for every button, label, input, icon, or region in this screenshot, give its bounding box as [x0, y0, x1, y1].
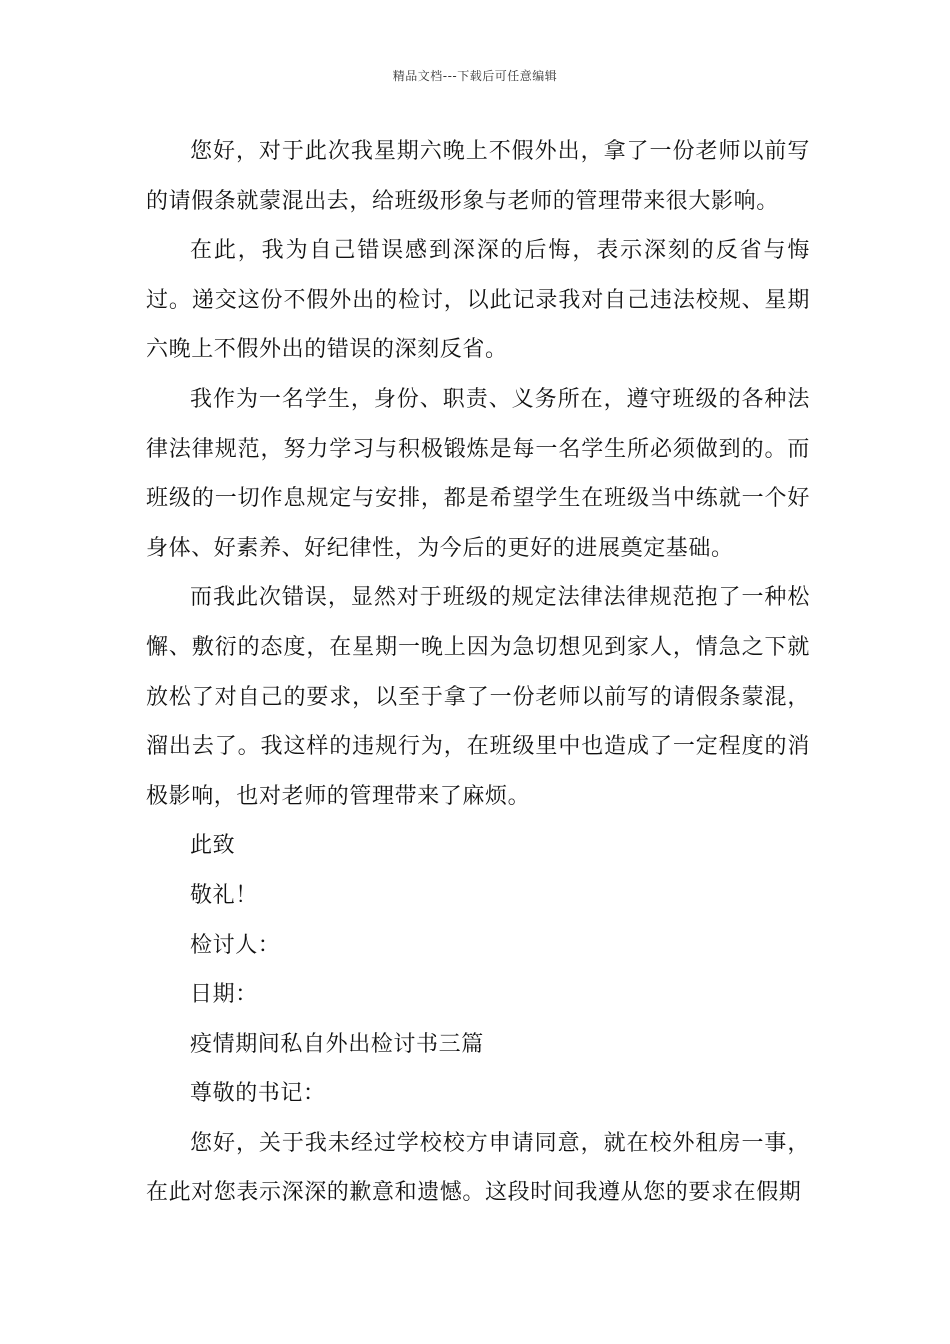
paragraph-student-duty: 我作为一名学生，身份、职责、义务所在，遵守班级的各种法律法律规范，努力学习与积极锻炼是每一名学生所必须做到的。而班级的一切作息规定与安排，都是希望学生在班级当中练就一个好身体、好素养、好纪律性，为今后的更好的进展奠定基础。 — [146, 386, 810, 561]
paragraph-apology-intro: 您好，对于此次我星期六晚上不假外出，拿了一份老师以前写的请假条就蒙混出去，给班级形象与老师的管理带来很大影响。 — [146, 139, 810, 214]
signature-line: 检讨人： — [190, 932, 281, 958]
section-title: 疫情期间私自外出检讨书三篇 — [190, 1031, 484, 1057]
paragraph-regret: 在此，我为自己错误感到深深的后悔，表示深刻的反省与悔过。递交这份不假外出的检讨，以此记录我对自己违法校规、星期六晚上不假外出的错误的深刻反省。 — [146, 238, 810, 363]
paragraph-mistake-detail: 而我此次错误，显然对于班级的规定法律法律规范抱了一种松懈、敷衍的态度，在星期一晚上因为急切想见到家人，情急之下就放松了对自己的要求，以至于拿了一份老师以前写的请假条蒙混，溜出去了。我这样的违规行为，在班级里中也造成了一定程度的消极影响，也对老师的管理带来了麻烦。 — [146, 585, 810, 809]
closing-cizhi: 此致 — [190, 833, 236, 859]
date-line: 日期： — [190, 982, 258, 1008]
document-body — [146, 127, 810, 1218]
page-header: 精品文档---下载后可任意编辑 — [392, 69, 558, 83]
salutation: 尊敬的书记： — [190, 1081, 326, 1107]
paragraph-rental-apology: 您好，关于我未经过学校校方申请同意，就在校外租房一事，在此对您表示深深的歉意和遗憾。这段时间我遵从您的要求在假期 — [146, 1130, 810, 1206]
closing-jingli: 敬礼！ — [190, 882, 258, 908]
